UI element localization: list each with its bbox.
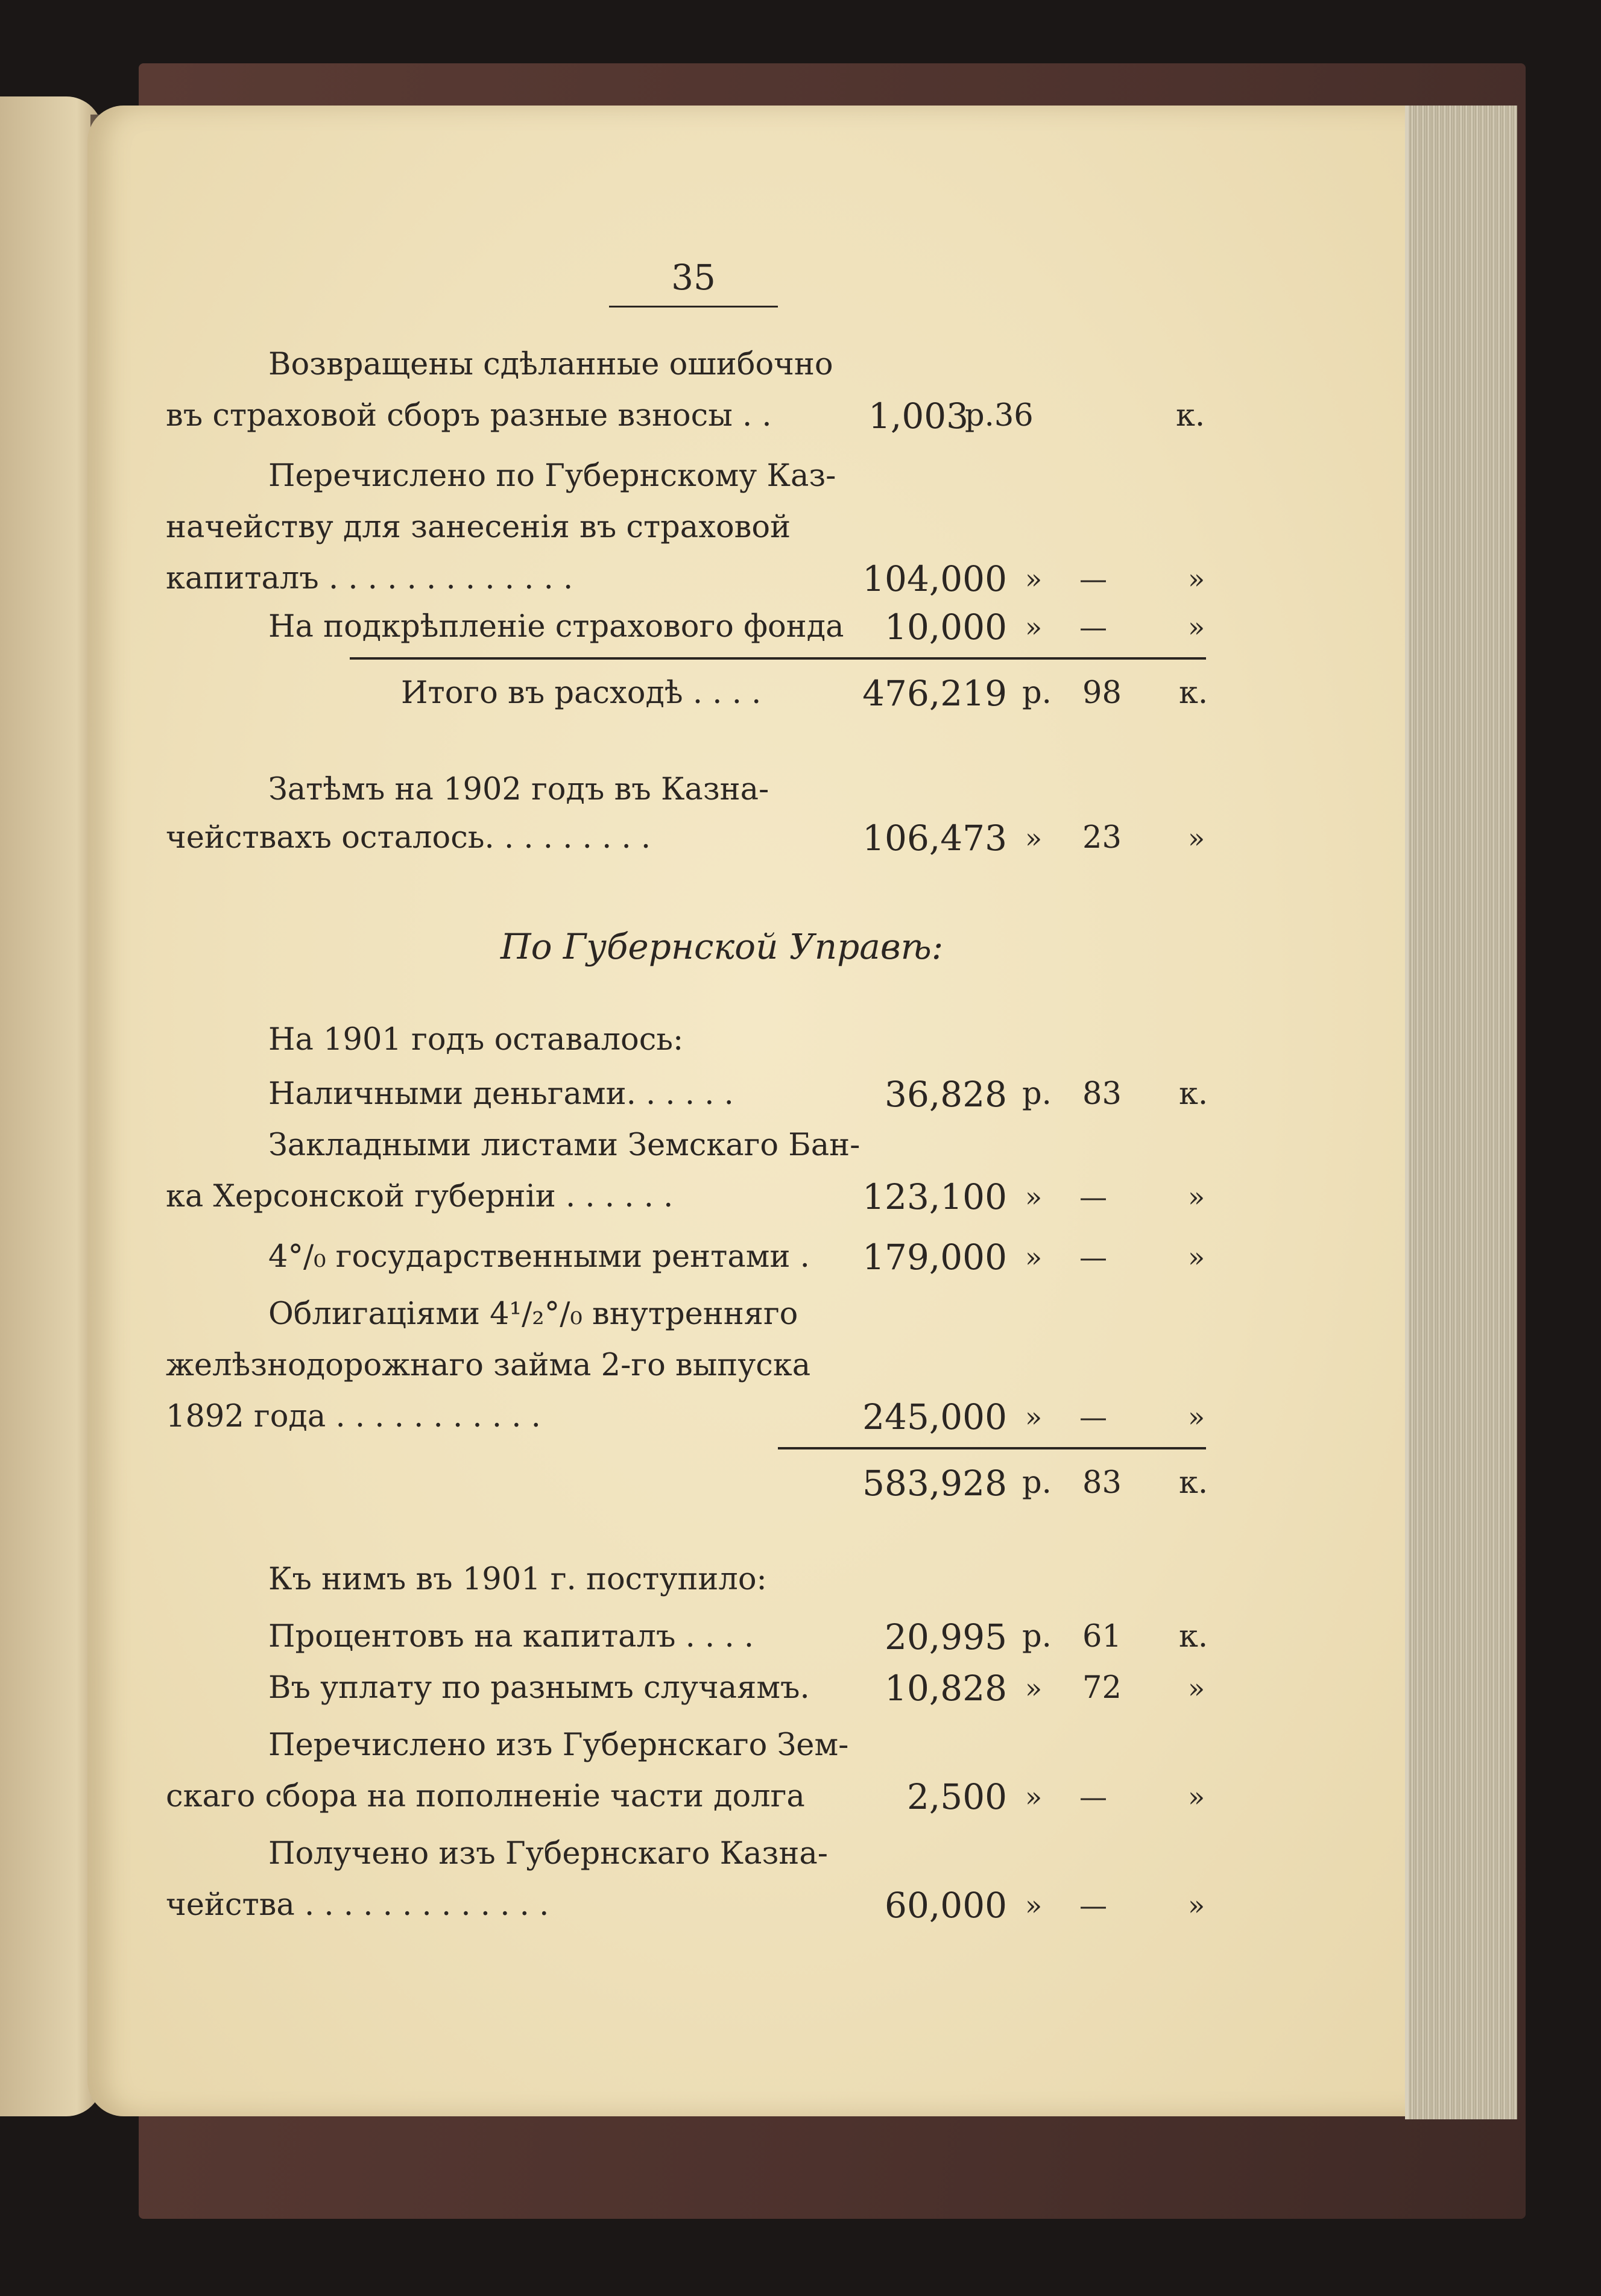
- cases-amount: 10,828: [885, 1668, 1007, 1709]
- treasury-line-2: чейства . . . . . . . . . . . . .: [166, 1887, 549, 1923]
- interest-label: Процентовъ на капиталъ . . . .: [268, 1619, 754, 1654]
- cases-label: Въ уплату по разнымъ случаямъ.: [268, 1670, 810, 1706]
- treasury-line-1: Получено изъ Губернскаго Казна-: [268, 1836, 828, 1872]
- treasury-rub-mark: »: [1025, 1889, 1043, 1922]
- returned-line-1: Возвращены сдѣланные ошибочно: [268, 347, 833, 382]
- section-title: По Губернской Управѣ:: [501, 926, 944, 967]
- expense-total-kop-value: 98: [1082, 675, 1122, 711]
- bond-amount: 245,000: [862, 1396, 1007, 1437]
- treasury-amount: 60,000: [885, 1885, 1007, 1926]
- rent-amount: 179,000: [862, 1237, 1007, 1278]
- interest-rub: р.: [1022, 1619, 1052, 1654]
- expense-total-amount: 476,219: [862, 673, 1007, 714]
- assets-sum-kop: к.: [1179, 1465, 1208, 1501]
- bond-kop-dash: —: [1079, 1401, 1107, 1433]
- zemstvo-transfer-line-1: Перечислено изъ Губернскаго Зем-: [268, 1727, 849, 1763]
- bond-kop-mark: »: [1188, 1401, 1205, 1433]
- transfer-kop-dash: —: [1079, 563, 1107, 595]
- transfer-line-3: капиталъ . . . . . . . . . . . . .: [166, 561, 573, 596]
- rent-label: 4°/₀ государственными рентами .: [268, 1239, 810, 1275]
- interest-kop-value: 61: [1082, 1619, 1122, 1654]
- transfer-line-1: Перечислено по Губернскому Каз-: [268, 458, 836, 494]
- zemstvo-transfer-amount: 2,500: [906, 1776, 1007, 1817]
- remainder-rub-mark: »: [1025, 822, 1043, 854]
- bond-rub-mark: »: [1025, 1401, 1043, 1433]
- zemstvo-transfer-kop-dash: —: [1079, 1780, 1107, 1813]
- bond-line-3: 1892 года . . . . . . . . . . .: [166, 1399, 541, 1434]
- assets-sum-rule: [778, 1447, 1206, 1449]
- rent-kop-dash: —: [1079, 1241, 1107, 1273]
- treasury-kop-dash: —: [1079, 1889, 1107, 1922]
- cash-kop: к.: [1179, 1076, 1208, 1112]
- expense-total-rub: р.: [1022, 675, 1052, 711]
- cash-rub: р.: [1022, 1076, 1052, 1112]
- remainder-amount: 106,473: [862, 818, 1007, 859]
- interest-amount: 20,995: [885, 1616, 1007, 1657]
- bank-line-2: ка Херсонской губерніи . . . . . .: [166, 1179, 674, 1214]
- cases-kop-mark: »: [1188, 1672, 1205, 1705]
- page-number-rule: [609, 306, 778, 308]
- returned-amount: 1,003: [868, 396, 969, 437]
- returned-kop: к.: [1176, 398, 1205, 434]
- assets-heading: На 1901 годъ оставалось:: [268, 1022, 684, 1058]
- remainder-kop-value: 23: [1082, 820, 1122, 856]
- expense-total-label: Итого въ расходѣ . . . .: [401, 675, 762, 711]
- reinforcement-label: На подкрѣпленіе страхового фонда: [268, 609, 844, 645]
- bond-line-1: Облигаціями 4¹/₂°/₀ внутренняго: [268, 1296, 798, 1332]
- cash-amount: 36,828: [885, 1074, 1007, 1115]
- bank-line-1: Закладными листами Земскаго Бан-: [268, 1128, 860, 1163]
- treasury-kop-mark: »: [1188, 1889, 1205, 1922]
- bank-kop-mark: »: [1188, 1181, 1205, 1213]
- total-rule: [350, 657, 1206, 660]
- reinforcement-kop-mark: »: [1188, 611, 1205, 643]
- remainder-kop-mark: »: [1188, 822, 1205, 854]
- cash-kop-value: 83: [1082, 1076, 1122, 1112]
- bank-kop-dash: —: [1079, 1181, 1107, 1213]
- returned-rub: р.36: [965, 398, 1034, 434]
- receipts-heading: Къ нимъ въ 1901 г. поступило:: [268, 1562, 767, 1597]
- bank-amount: 123,100: [862, 1176, 1007, 1217]
- remainder-line-2: чействахъ осталось. . . . . . . . .: [166, 820, 651, 856]
- interest-kop: к.: [1179, 1619, 1208, 1654]
- reinforcement-amount: 10,000: [885, 607, 1007, 648]
- assets-sum-kop-value: 83: [1082, 1465, 1122, 1501]
- cash-label: Наличными деньгами. . . . . .: [268, 1076, 734, 1112]
- assets-sum-amount: 583,928: [862, 1463, 1007, 1504]
- assets-sum-rub: р.: [1022, 1465, 1052, 1501]
- remainder-line-1: Затѣмъ на 1902 годъ въ Казна-: [268, 772, 769, 807]
- returned-line-2: въ страховой сборъ разные взносы . .: [166, 398, 772, 434]
- transfer-amount: 104,000: [862, 558, 1007, 599]
- cases-rub-mark: »: [1025, 1672, 1043, 1705]
- page-number: 35: [671, 257, 716, 298]
- transfer-line-2: начейству для занесенія въ страховой: [166, 509, 791, 545]
- expense-total-kop: к.: [1179, 675, 1208, 711]
- zemstvo-transfer-line-2: скаго сбора на пополненіе части долга: [166, 1779, 805, 1814]
- zemstvo-transfer-kop-mark: »: [1188, 1780, 1205, 1813]
- cases-kop-value: 72: [1082, 1670, 1122, 1706]
- reinforcement-rub-mark: »: [1025, 611, 1043, 643]
- bond-line-2: желѣзнодорожнаго займа 2-го выпуска: [166, 1348, 811, 1383]
- rent-kop-mark: »: [1188, 1241, 1205, 1273]
- zemstvo-transfer-rub-mark: »: [1025, 1780, 1043, 1813]
- transfer-kop-mark: »: [1188, 563, 1205, 595]
- reinforcement-kop-dash: —: [1079, 611, 1107, 643]
- bank-rub-mark: »: [1025, 1181, 1043, 1213]
- transfer-rub-mark: »: [1025, 563, 1043, 595]
- rent-rub-mark: »: [1025, 1241, 1043, 1273]
